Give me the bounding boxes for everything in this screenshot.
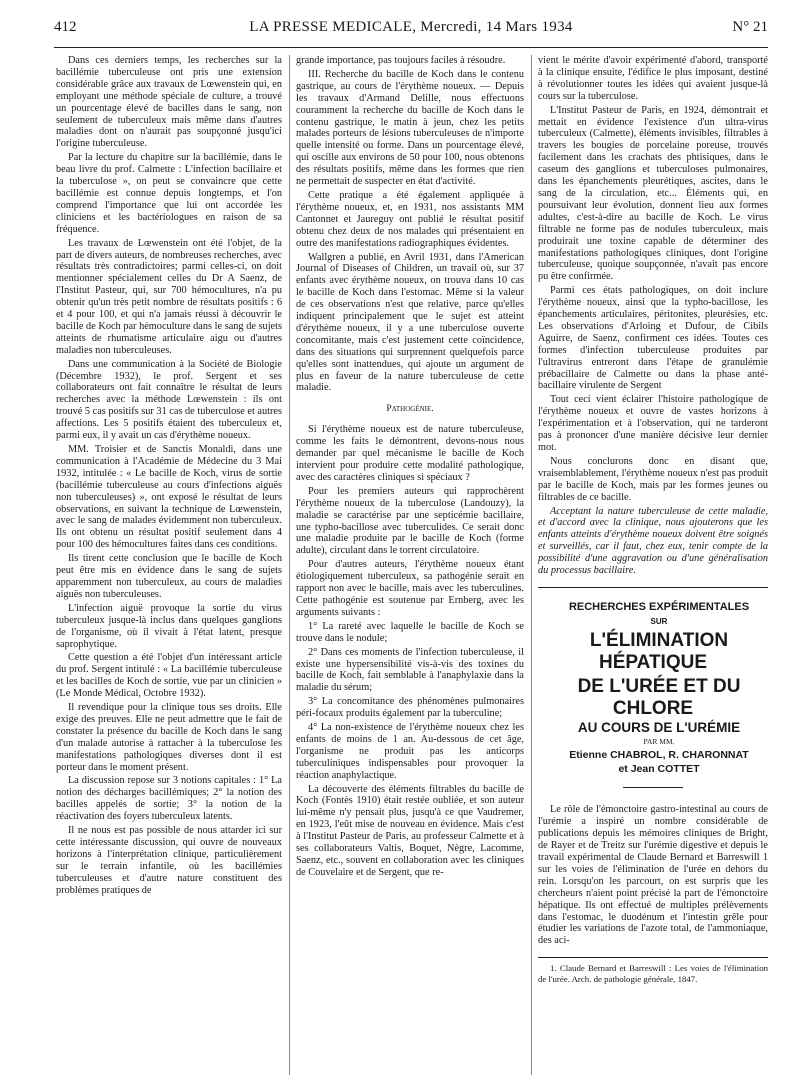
article-title-line-2: DE L'URÉE ET DU CHLORE xyxy=(577,675,741,719)
paragraph: La découverte des éléments filtrables du bacille de Koch (Fontès 1910) était restée oubliée, et son auteur lui-même n'y pensait plus, jusqu'à ce que Vaudremer, en 1923, l'eût mise de nouveau en évidence. Mais c'est à l'Institut Pasteur de Paris, au professeur Calmette et à ses collaborateurs Valtis, Boquet, Nègre, Lacomme, Saenz, etc., souvent en collaboration avec les cliniques de Couvelaire et de Sergent, que re- xyxy=(296,783,524,878)
paragraph: L'Institut Pasteur de Paris, en 1924, démontrait et mettait en évidence l'existence d'un ultra-virus tuberculeux (Calmette), éléments invisibles, filtrables à travers les bougies de porcelaine poreuse, trouvés facilement dans les crachats des phtisiques, dans le caseum des ganglions et tuberculoses pulmonaires, dans les épanchements pleurétiques, ascites, dans le sang de la circulation, etc... Éléments qui, en poursuivant leur évolution, donnent lieu aux formes adultes, c'est-à-dire au bacille de Koch. Le virus filtrable ne forme pas de nodules tuberculeux, mais produirait une toxine capable de déterminer des manifestations pathologiques cliniques, dont l'origine tuberculeuse, quoique soupçonnée, n'avait pas encore pu être confirmée. xyxy=(538,104,768,283)
issue-number: N° 21 xyxy=(732,19,768,35)
column-divider xyxy=(289,55,290,1075)
article-kicker: RECHERCHES EXPÉRIMENTALES xyxy=(568,600,750,613)
paragraph: Cette question a été l'objet d'un intéressant article du prof. Sergent intitulé : « La bacillémie tuberculeuse et les bacilles de Koch de sortie, vue par un clinicien » (Le Monde Médical, Octobre 1932). xyxy=(56,652,282,700)
paragraph: Si l'érythème noueux est de nature tuberculeuse, comme les faits le démontrent, devons-nous nous demander par quel mécanisme le bacille de Koch intervient pour produire cette modalité pathologique, avec des caractères cliniques si spéciaux ? xyxy=(296,424,524,483)
paragraph: Il ne nous est pas possible de nous attarder ici sur cette intéressante discussion, qui ouvre de nouveaux horizons à l'interprétation clinique, particulièrement sur le terrain infantile, où les bacillémies tuberculeuses et d'autre nature constituent des problèmes pratiques de xyxy=(56,825,282,896)
column-2 xyxy=(296,55,524,881)
column-1 xyxy=(56,55,282,899)
paragraph: Nous conclurons donc en disant que, vraisemblablement, l'érythème noueux n'est pas produit par le bacille de Koch, mais par les formes jeunes ou filtrables de ce bacille. xyxy=(538,455,768,503)
article-par: PAR MM. xyxy=(643,736,675,746)
paragraph: Il revendique pour la clinique tous ses droits. Elle exige des preuves. Elle ne peut admettre que le fait de constater la présence du bacille de Koch dans le sang d'un malade autorise à rattacher à la tuberculose les manifestations pathologiques diverses dont il est porteur dans le moment présent. xyxy=(56,702,282,773)
paragraph: Parmi ces états pathologiques, on doit inclure l'érythème noueux, ainsi que la typho-bacillose, les épanchements articulaires, péritonites, pleurésies, etc. Les observations d'Arloing et Dufour, de Cibils Aguirre, de Saenz, confirment ces idées. Toutes ces formes d'infection tuberculeuse produites par l'ultravirus entreront dans l'étape de granulémie prébacillaire de Calmette ou dans la phase anté-bacillaire virulente de Sergent xyxy=(538,285,768,392)
paragraph: III. Recherche du bacille de Koch dans le contenu gastrique, au cours de l'érythème noueux. — Depuis les travaux d'Armand Delille, nous effectuons couramment la recherche du bacille de Koch dans le contenu gastrique, le matin à jeun, chez les petits malades porteurs de lésions tuberculeuses de n'importe quelle intensité ou forme. Dans un pourcentage élevé, qui oscille aux environs de 50 pour 100, nous obtenons des résultats positifs, même dans les formes que rien ne permettait de suspecter en état d'activité. xyxy=(296,68,524,188)
paragraph: Par la lecture du chapitre sur la bacillémie, dans le beau livre du prof. Calmette : L'infection bacillaire et la tuberculose », on peut se convaincre que cette bacillémie est connue depuis longtemps, et l'on comprend l'importance que lui ont accordée les cliniciens et les bactériologues en raison de sa fréquence. xyxy=(56,152,282,235)
paragraph: Cette pratique a été également appliquée à l'érythème noueux, et, en 1931, nos assistants MM Cantonnet et Jaureguy ont publié le résultat positif obtenu chez deux de nos malades qui présentaient en outre des manifestations radiographiques évidentes. xyxy=(296,189,524,249)
header-rule xyxy=(54,47,768,48)
article-sur: SUR xyxy=(650,616,668,626)
page-header xyxy=(54,19,768,41)
paragraph: L'infection aiguë provoque la sortie du virus tuberculeux jusque-là inclus dans quelques ganglions de l'organisme, où il vivait à l'état latent, presque saprophytique. xyxy=(56,602,282,650)
article-title-line-1: L'ÉLIMINATION HÉPATIQUE xyxy=(589,629,729,673)
paragraph: Acceptant la nature tuberculeuse de cette maladie, et d'accord avec la clinique, nous ajouterons que les enfants atteints d'érythème noueux doivent être soignés et surveillés, car il faut, chez eux, tenir compte de la possibilité d'une aggravation ou d'une généralisation du processus bacillaire. xyxy=(538,505,768,577)
column-divider xyxy=(531,55,532,1075)
paragraph: Pour d'autres auteurs, l'érythème noueux étant étiologiquement tuberculeux, sa pathogénie serait en rapport non avec le bacille, mais avec les tuberculines. Cette pathogénie est soutenue par Ernberg, avec les arguments suivants : xyxy=(296,559,524,618)
paragraph: Ils tirent cette conclusion que le bacille de Koch peut être mis en évidence dans le sang de sujets apparemment non tuberculeux, au cours de maladies aiguës non tuberculeuses. xyxy=(56,553,282,600)
paragraph: 3° La concomitance des phénomènes pulmonaires péri-focaux produits également par la tuberculine; xyxy=(296,696,524,720)
article-subtitle: AU COURS DE L'URÉMIE xyxy=(577,719,741,735)
journal-title: LA PRESSE MEDICALE, Mercredi, 14 Mars 1934 xyxy=(249,19,573,35)
paragraph: MM. Troisier et de Sanctis Monaldi, dans une communication à l'Académie de Médecine du 3 Mai 1932, intitulée : « Le bacille de Koch, virus de sortie (bacillémie tuberculeuse au cours d'infections aiguës non tuberculeuses) », ont exposé le résultat de leurs observations, en suivant la technique de Lœwenstein, avec le sang de malades évidemment non tuberculeux. Ils ont obtenu un résultat positif seulement dans 4 pour 100 des hémocultures faites dans ces conditions. xyxy=(56,444,282,551)
paragraph: Dans ces derniers temps, les recherches sur la bacillémie tuberculeuse ont pris une extension considérable grâce aux travaux de Lœwenstein qui, en employant une méthode spéciale de culture, a trouvé un pourcentage élevé de bacilles dans le sang, non seulement de tuberculeux mais même dans d'autres maladies dont on n'aurait pas soupçonné jusqu'ici l'origine tuberculeuse. xyxy=(56,55,282,150)
article-authors: Etienne CHABROL, R. CHARONNAT xyxy=(569,748,749,761)
paragraph: vient le mérite d'avoir expérimenté d'abord, transporté à la clinique ensuite, l'édifice le plus imposant, destiné à révolutionner toutes les idées qui avaient jusque-là cours sur la tuberculose. xyxy=(538,55,768,102)
paragraph: Dans une communication à la Société de Biologie (Décembre 1932), le prof. Sergent et ses collaborateurs ont fait connaître le résultat de leurs recherches avec la méthode Lœwenstein : ils ont trouvé 5 cas positifs sur 31 cas de tuberculose et autres affections. Les 5 positifs étaient des tuberculeux et, parmi eux, il y avait un cas d'érythème noueux. xyxy=(56,358,282,442)
page-number: 412 xyxy=(54,19,77,35)
title-rule xyxy=(623,787,683,788)
paragraph: Tout ceci vient éclairer l'histoire pathologique de l'érythème noueux et ouvre de vastes horizons à l'expérimentation et à l'observation, qui ne tarderont pas à prononcer d'une manière décisive leur dernier mot. xyxy=(538,394,768,453)
section-heading: Pathogénie. xyxy=(386,404,434,415)
paragraph: 4° La non-existence de l'érythème noueux chez les enfants de moins de 1 an. Au-dessous de cet âge, l'organisme ne produit pas les anticorps tuberculiniques indispensables pour provoquer la réaction anaphylactique. xyxy=(296,722,524,781)
paragraph: 1° La rareté avec laquelle le bacille de Koch se trouve dans le nodule; xyxy=(296,620,524,644)
article-separator xyxy=(538,587,768,588)
paragraph: grande importance, pas toujours faciles à résoudre. xyxy=(296,55,506,66)
paragraph: Les travaux de Lœwenstein ont été l'objet, de la part de divers auteurs, de nombreuses recherches, avec résultats très contradictoires; parmi celles-ci, on doit mentionner spécialement celles du Dr A Saenz, de l'Institut Pasteur, qui, sur 700 hémocultures, n'a pu obtenir qu'un très petit nombre de résultats positifs : 6 et 4 pour 100, et qui n'a jamais réussi à découvrir le bacille de Koch par hémoculture dans le sang de sujets atteints de rhumatisme articulaire aigu ou d'autres maladies non tuberculeuses. xyxy=(56,237,282,356)
column-3 xyxy=(538,55,768,986)
paragraph: Wallgren a publié, en Avril 1931, dans l'American Journal of Diseases of Children, un travail où, sur 37 enfants avec érythème noueux, on trouva dans 10 cas le bacille de Koch dans l'estomac. Même si la valeur de ces observations n'est que relative, parce qu'elles indiquent principalement que le sujet est atteint d'érythème noueux, il y a une tuberculose ouverte concomitante, mais c'est justement cette coïncidence, dans des situations qui surprennent quelquefois parce qu'elles sont inattendues, qui ajoute un argument de plus en faveur de la nature tuberculeuse de cette maladie. xyxy=(296,251,524,394)
footnote: 1. Claude Bernard et Barreswill : Les voies de l'élimination de l'urée. Arch. de pathologie générale, 1847. xyxy=(538,963,768,984)
paragraph: 2° Dans ces moments de l'infection tuberculeuse, il existe une hypersensibilité vis-à-vis des toxines du bacille de Koch, fait semblable à l'anaphylaxie dans la maladie du sérum; xyxy=(296,646,524,694)
paragraph: La discussion repose sur 3 notions capitales : 1° La notion des décharges bacillémiques; 2° la notion des bacilles appelés de sortie; 3° la notion de la réactivation des foyers tuberculeux latents. xyxy=(56,775,282,823)
article-body: Le rôle de l'émonctoire gastro-intestinal au cours de l'urémie a inspiré un nombre considérable de publications depuis les mémoires cliniques de Bright, de Rayer et de Treitz sur l'urémie digestive et depuis le travail expérimental de Claude Bernard et Barreswill 1 sur les voies de l'élimination de l'urée en dehors du rein. Lorsqu'on les parcourt, on est surpris que les chercheurs n'aient point précisé la part de l'émonctoire hépatique. Ils ont effectué de multiples prélèvements dans l'estomac, le duodénum et l'intestin grêle pour étudier les variations de l'azote total, de l'ammoniaque, des aci- xyxy=(538,804,768,947)
footnote-rule xyxy=(538,957,768,958)
article-authors-2: et Jean COTTET xyxy=(618,762,700,775)
newspaper-page xyxy=(54,0,768,1082)
paragraph: Pour les premiers auteurs qui rapprochèrent l'érythème noueux de la tuberculose (Landouzy), la maladie se caractérise par une septicémie bacillaire, une typho-bacillose avec tuberculides. Ce serait donc une maladie produite par le bacille de Koch (forme adulte), circulant dans le torrent circulatoire. xyxy=(296,485,524,557)
